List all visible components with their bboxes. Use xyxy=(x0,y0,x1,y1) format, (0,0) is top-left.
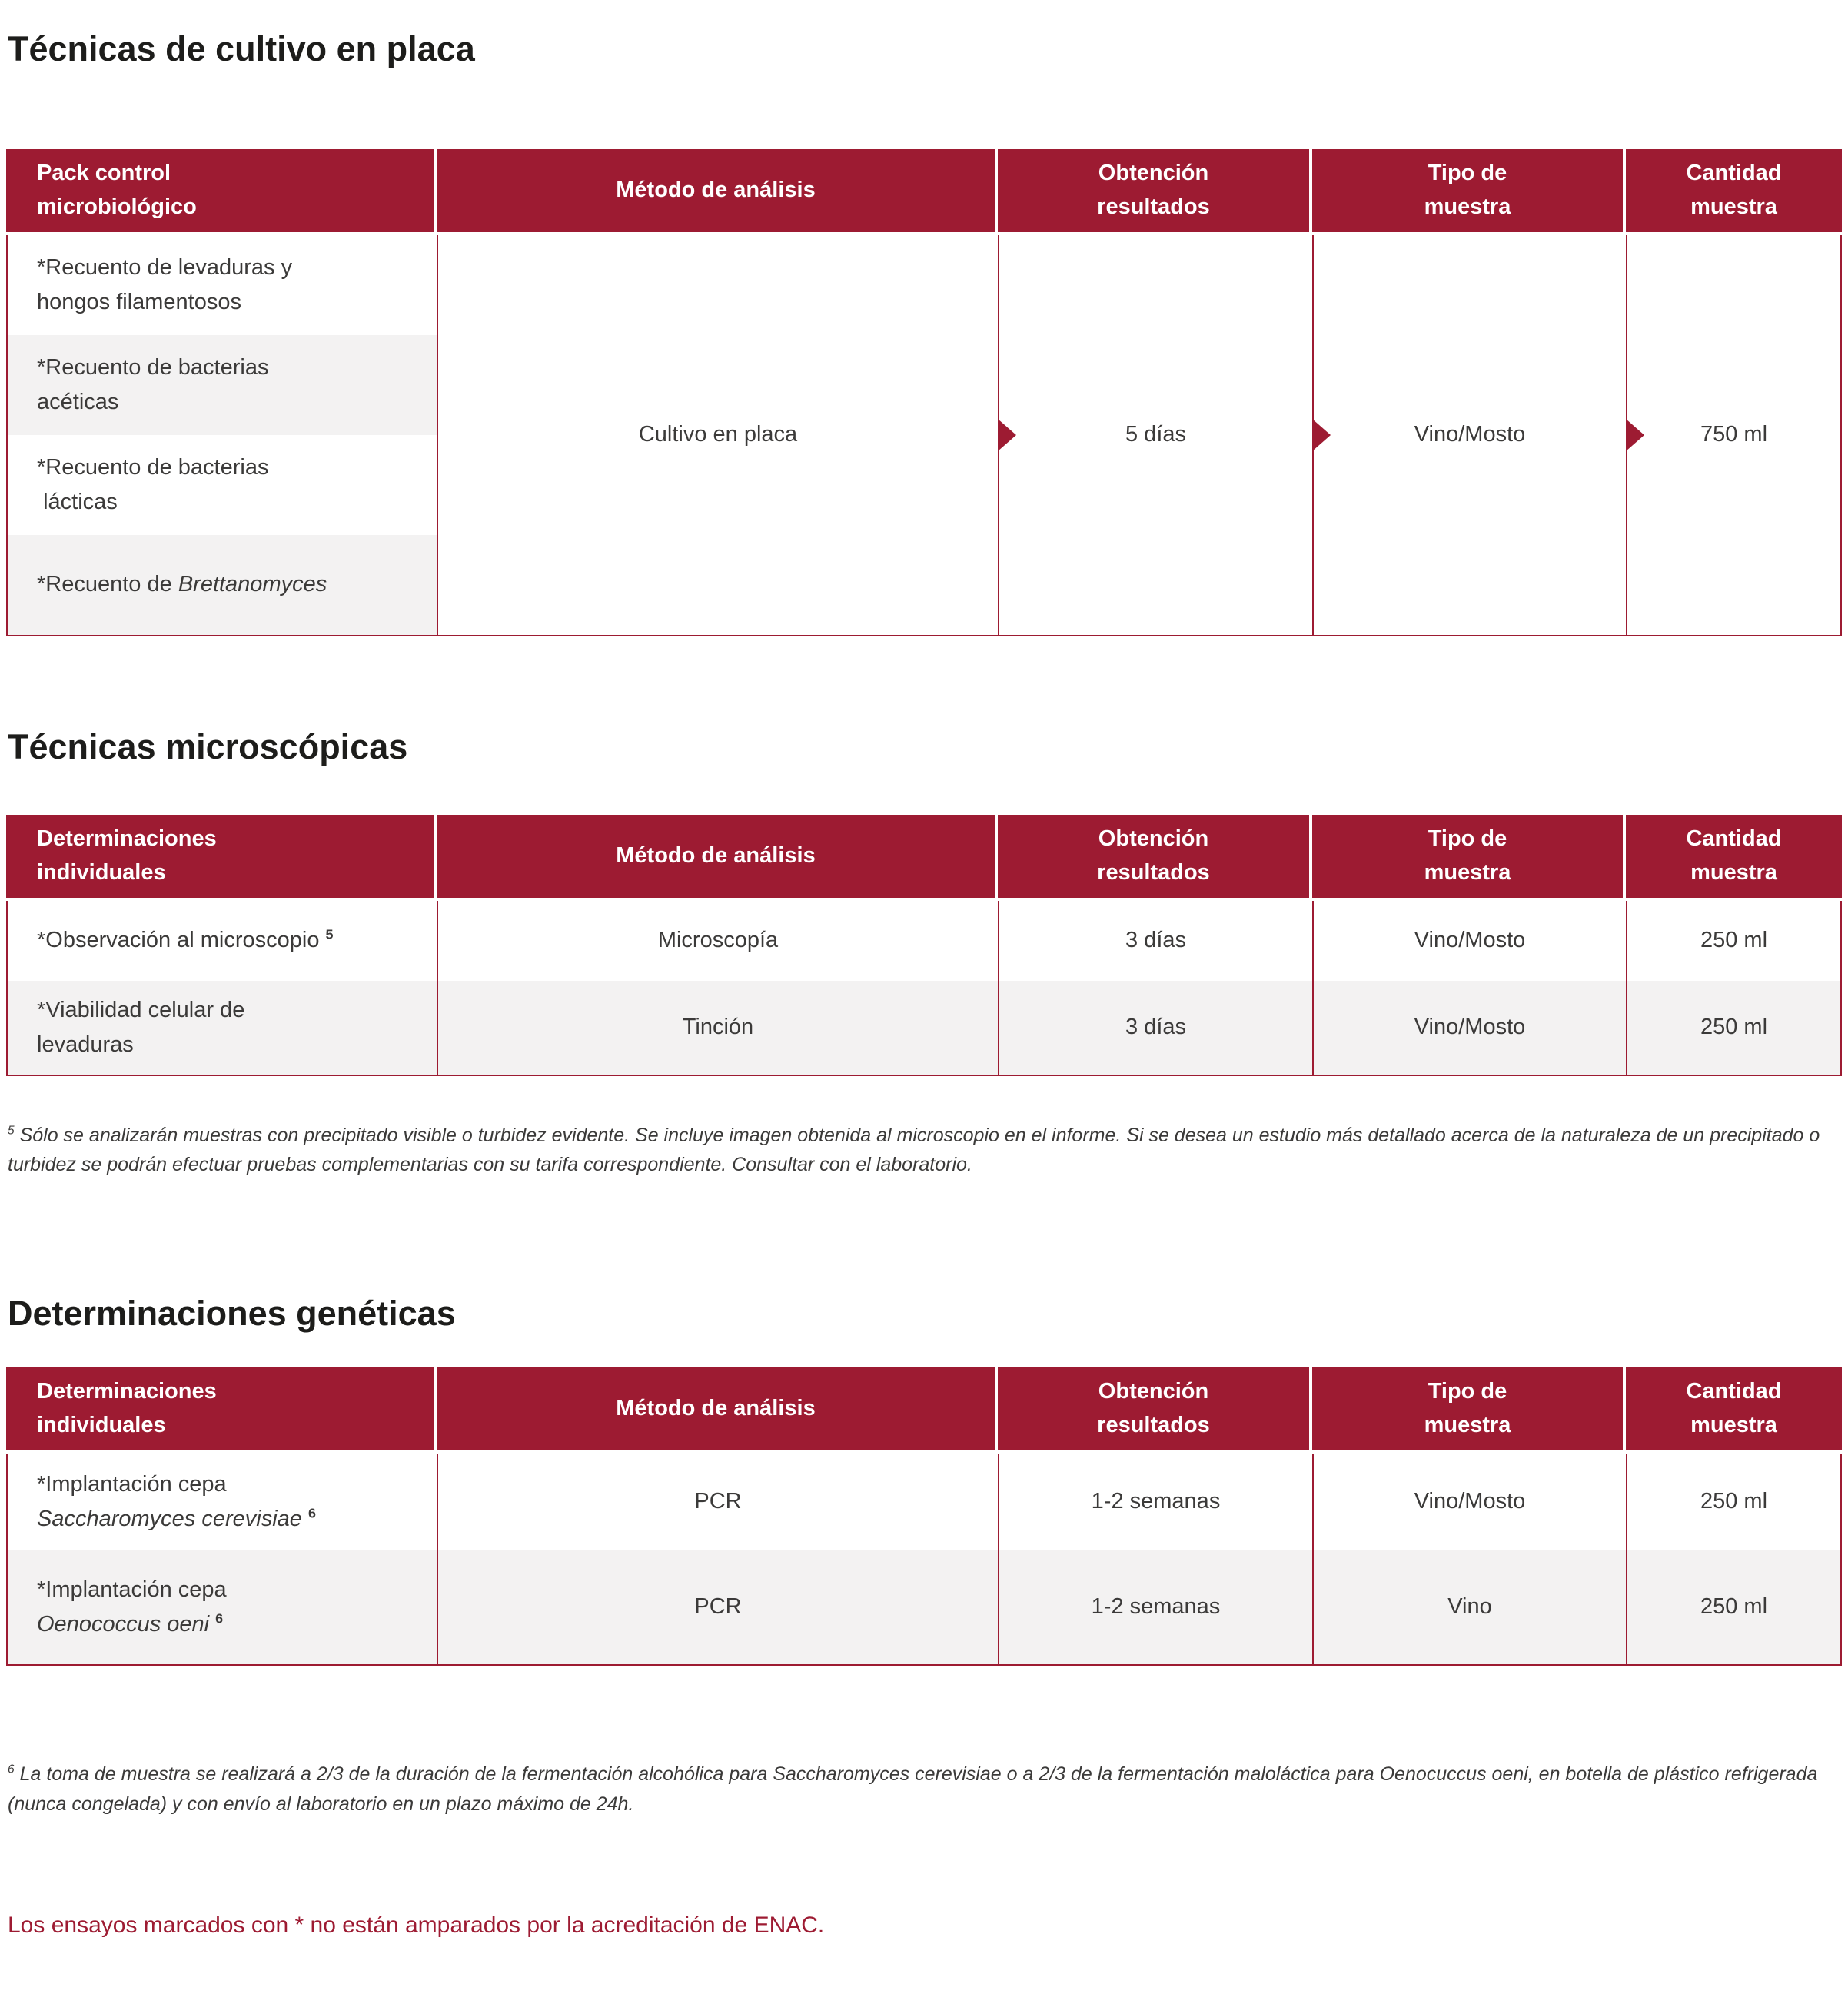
table-row: *Recuento de levaduras y hongos filamentosos xyxy=(37,254,293,314)
header-cell-cantidad-muestra: Cantidad muestra xyxy=(1626,815,1842,898)
cell-amount: 750 ml xyxy=(1626,235,1842,635)
footnote-ref: 6 xyxy=(215,1610,224,1627)
section-title-cultivo: Técnicas de cultivo en placa xyxy=(8,29,475,68)
page xyxy=(0,29,1848,1939)
table-row xyxy=(6,1454,1842,1550)
table-row: *Recuento de Brettanomyces xyxy=(8,535,437,635)
table-row xyxy=(6,901,1842,981)
footnote-5: $^5$ Sólo se analizarán muestras con precipitado visible o turbidez evidente. Se incluye imagen obtenida al microscopio en el informe. Si se desea un estudio más detallado acerca de la naturaleza de un precipitado o turbidez se podrán efectuar pruebas complementarias con su tarifa correspondiente. Consultar con el laboratorio. xyxy=(8,1124,1826,1176)
table-microscopicas xyxy=(6,815,1842,1076)
flow-arrow-icon xyxy=(1626,419,1644,451)
footnote-ref: 5 xyxy=(325,926,334,942)
cell-amount: 250 ml xyxy=(1626,1550,1842,1664)
header-cell-determinaciones: Determinaciones individuales xyxy=(6,1367,437,1450)
table-microscopicas-header xyxy=(6,815,1842,898)
table-microscopicas-body xyxy=(6,901,1842,1076)
pack-list xyxy=(6,235,437,635)
enac-accreditation-note: Los ensayos marcados con * no están amparados por la acreditación de ENAC. xyxy=(8,1912,825,1939)
table-row xyxy=(6,981,1842,1075)
header-cell-obtencion: Obtención resultados xyxy=(998,149,1312,232)
header-cell-metodo: Método de análisis xyxy=(437,1367,998,1450)
cell-results: 5 días xyxy=(998,235,1312,635)
cell-method: Cultivo en placa xyxy=(437,235,998,635)
cell-determination: *Implantación cepa Saccharomyces cerevisiae $^6$ xyxy=(6,1454,437,1550)
footnote-marker: 6 xyxy=(8,1763,15,1776)
table-cultivo xyxy=(6,149,1842,636)
cell-sample-type: Vino/Mosto xyxy=(1312,1454,1626,1550)
species-name: Saccharomyces cerevisiae xyxy=(37,1506,302,1531)
flow-arrow-icon xyxy=(1312,419,1331,451)
header-cell-cantidad-muestra: Cantidad muestra xyxy=(1626,1367,1842,1450)
table-cultivo-body xyxy=(6,235,1842,636)
section-title-geneticas: Determinaciones genéticas xyxy=(8,1294,456,1333)
cell-sample-type: Vino/Mosto xyxy=(1312,235,1626,635)
cell-sample-type: Vino xyxy=(1312,1550,1626,1664)
cell-method: PCR xyxy=(437,1550,998,1664)
table-geneticas xyxy=(6,1367,1842,1666)
cell-sample-type: Vino/Mosto xyxy=(1312,981,1626,1075)
table-geneticas-body xyxy=(6,1454,1842,1666)
header-cell-pack-control: Pack control microbiológico xyxy=(6,149,437,232)
header-cell-metodo: Método de análisis xyxy=(437,815,998,898)
header-cell-tipo-muestra: Tipo de muestra xyxy=(1312,815,1626,898)
cell-amount: 250 ml xyxy=(1626,1454,1842,1550)
header-cell-obtencion: Obtención resultados xyxy=(998,1367,1312,1450)
header-cell-metodo: Método de análisis xyxy=(437,149,998,232)
footnote-6: $^6$ La toma de muestra se realizará a 2/3 de la duración de la fermentación alcohólica para Saccharomyces cerevisiae o a 2/3 de la fermentación maloláctica para Oenocuccus oeni, en botella de plástico refrigerada (nunca congelada) y con envío al laboratorio en un plazo máximo de 24h. xyxy=(8,1763,1823,1815)
table-geneticas-header xyxy=(6,1367,1842,1450)
cell-method: Tinción xyxy=(437,981,998,1075)
cell-method: Microscopía xyxy=(437,901,998,981)
cell-sample-type: Vino/Mosto xyxy=(1312,901,1626,981)
header-cell-tipo-muestra: Tipo de muestra xyxy=(1312,149,1626,232)
cell-determination: *Viabilidad celular de levaduras xyxy=(6,981,437,1075)
table-row: *Recuento de bacterias lácticas xyxy=(37,454,269,514)
cell-method: PCR xyxy=(437,1454,998,1550)
cell-results: 3 días xyxy=(998,901,1312,981)
species-name: Oenococcus oeni xyxy=(37,1611,210,1636)
cell-results: 1-2 semanas xyxy=(998,1550,1312,1664)
table-row: *Recuento de bacterias acéticas xyxy=(8,335,437,435)
cell-amount: 250 ml xyxy=(1626,981,1842,1075)
table-cultivo-header xyxy=(6,149,1842,232)
flow-arrow-icon xyxy=(998,419,1016,451)
cell-determination: *Implantación cepa Oenococcus oeni $^6$ xyxy=(6,1550,437,1664)
cell-results: 1-2 semanas xyxy=(998,1454,1312,1550)
footnote-marker: 5 xyxy=(8,1124,15,1138)
footnote-ref: 6 xyxy=(307,1505,316,1521)
header-cell-tipo-muestra: Tipo de muestra xyxy=(1312,1367,1626,1450)
header-cell-cantidad-muestra: Cantidad muestra xyxy=(1626,149,1842,232)
cell-results: 3 días xyxy=(998,981,1312,1075)
table-row xyxy=(6,1550,1842,1664)
header-cell-determinaciones: Determinaciones individuales xyxy=(6,815,437,898)
header-cell-obtencion: Obtención resultados xyxy=(998,815,1312,898)
species-name: Brettanomyces xyxy=(178,572,327,597)
cell-determination: *Observación al microscopio $^5$ xyxy=(6,901,437,981)
section-title-microscopicas: Técnicas microscópicas xyxy=(8,726,408,766)
cell-amount: 250 ml xyxy=(1626,901,1842,981)
